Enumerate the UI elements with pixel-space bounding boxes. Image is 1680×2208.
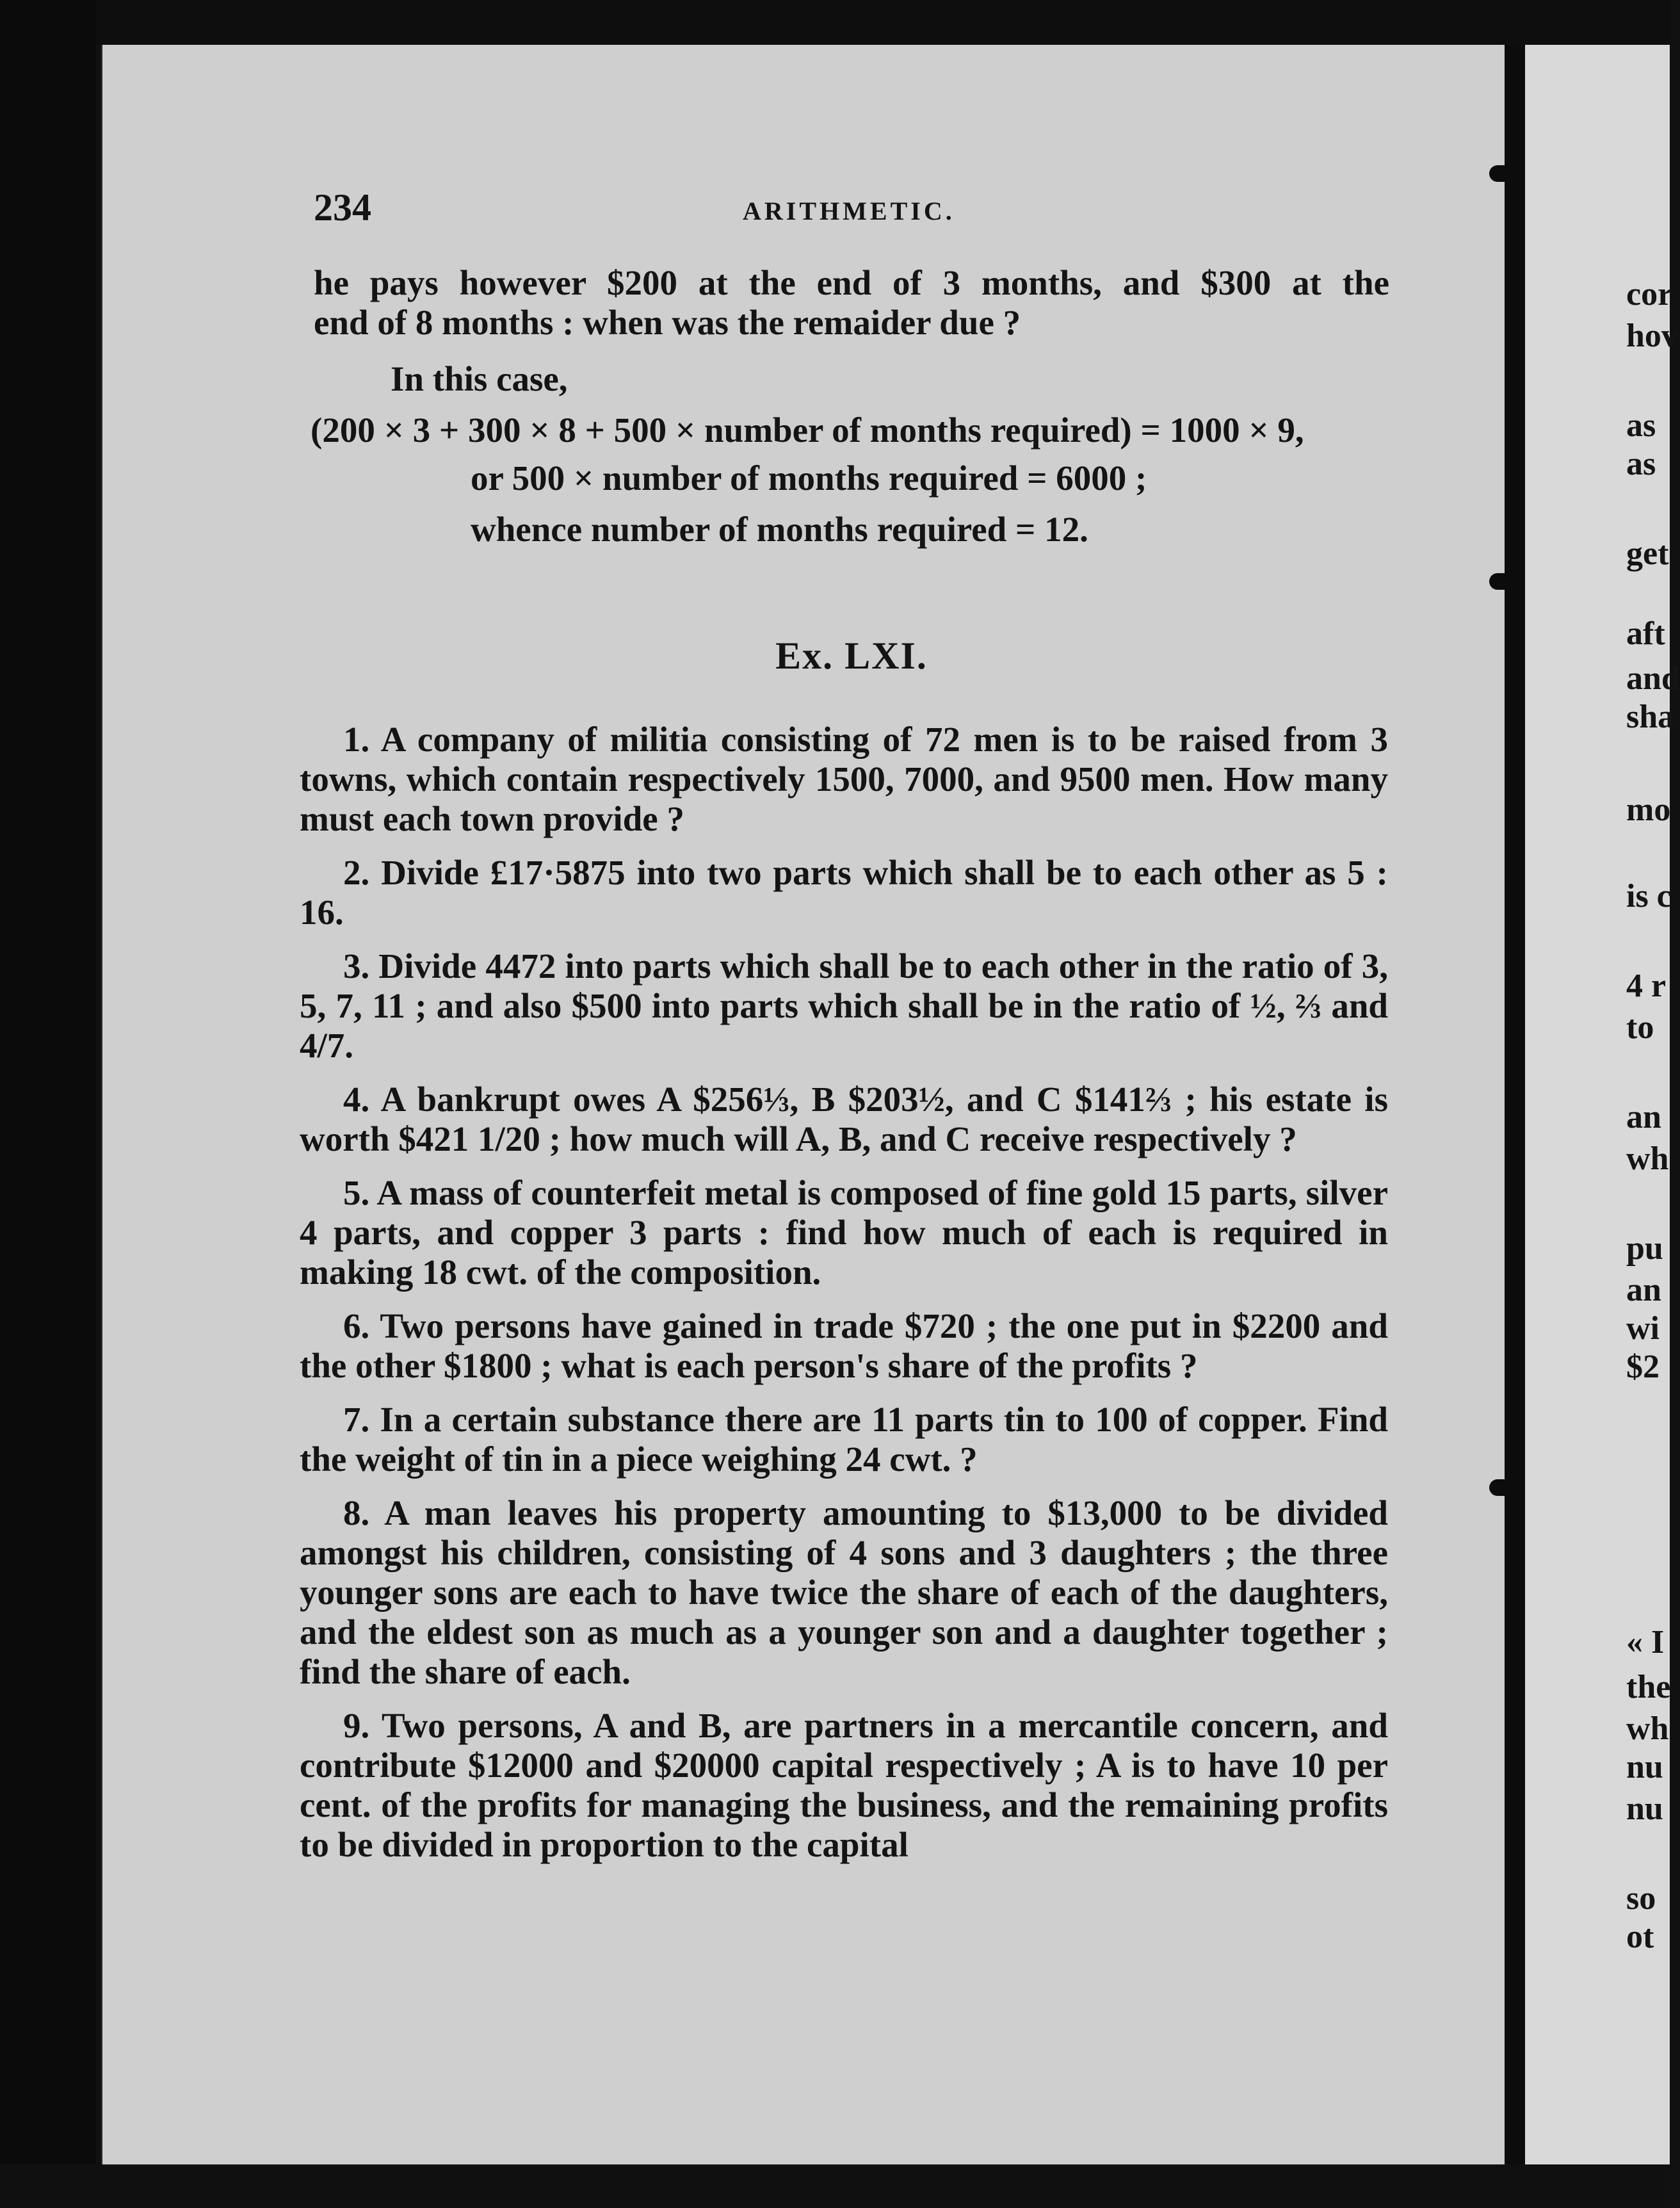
section-title-text: Ex. LXI. bbox=[775, 635, 928, 677]
running-head: ARITHMETIC. bbox=[743, 197, 955, 225]
fragment: $2 bbox=[1626, 1349, 1660, 1385]
fragment: ot bbox=[1626, 1919, 1654, 1955]
fragment: wh bbox=[1626, 1141, 1669, 1177]
exercise-item: 1. A company of militia consisting of 72 men is to be raised from 3 towns, which contain respectively 1500, 7000, and 9500 men. How many must each town provide ? bbox=[300, 720, 1388, 838]
fragment: an bbox=[1626, 1272, 1661, 1308]
fragment: to bbox=[1626, 1009, 1654, 1046]
equation-line: whence number of months required = 12. bbox=[471, 510, 1088, 549]
fragment: sha bbox=[1626, 699, 1675, 735]
scan-border-left bbox=[0, 0, 96, 2208]
fragment: so bbox=[1626, 1880, 1656, 1917]
fragment: nu bbox=[1626, 1790, 1663, 1827]
fragment: the bbox=[1626, 1669, 1671, 1705]
fragment: as bbox=[1626, 446, 1656, 482]
fragment: pu bbox=[1626, 1230, 1663, 1267]
fragment: 4 r bbox=[1626, 968, 1667, 1004]
fragment: cor bbox=[1626, 276, 1673, 313]
fragment: « I bbox=[1626, 1624, 1665, 1660]
exercise-section-title bbox=[314, 634, 1389, 678]
fragment: wh bbox=[1626, 1710, 1669, 1747]
page-number: 234 bbox=[314, 186, 371, 229]
fragment: wi bbox=[1626, 1310, 1660, 1347]
exercise-item: 3. Divide 4472 into parts which shall be to each other in the ratio of 3, 5, 7, 11 ; and also $500 into parts which shall be in the ratio of ½, ⅔ and 4/7. bbox=[300, 946, 1388, 1065]
exercise-item: 5. A mass of counterfeit metal is composed of fine gold 15 parts, silver 4 parts, and copper 3 parts : find how much of each is required in making 18 cwt. of the composition. bbox=[300, 1173, 1388, 1292]
fragment: hov bbox=[1626, 318, 1678, 354]
intro-line: end of 8 months : when was the remaider due ? bbox=[314, 303, 1021, 342]
exercise-item: 6. Two persons have gained in trade $720 ; the one put in $2200 and the other $1800 ; what is each person's share of the profits ? bbox=[300, 1306, 1388, 1385]
fragment: is c bbox=[1626, 878, 1672, 914]
exercise-item: 8. A man leaves his property amounting to $13,000 to be divided amongst his children, consisting of 4 sons and 3 daughters ; the three younger sons are each to have twice the share of each of the daughters, and the eldest son as much as a younger son and a daughter together ; find the share of each. bbox=[300, 1493, 1388, 1691]
fragment: get bbox=[1626, 535, 1669, 572]
exercise-item: 7. In a certain substance there are 11 parts tin to 100 of copper. Find the weight of tin in a piece weighing 24 cwt. ? bbox=[300, 1400, 1388, 1479]
fragment: nu bbox=[1626, 1749, 1663, 1785]
intro-line: In this case, bbox=[391, 359, 568, 398]
fragment: and bbox=[1626, 660, 1680, 697]
exercise-item: 9. Two persons, A and B, are partners in a mercantile concern, and contribute $12000 and $20000 capital respectively ; A is to have 10 per cent. of the profits for managing the business, and the remaining profits to be divided in proportion to the capital bbox=[300, 1706, 1388, 1864]
fragment: as bbox=[1626, 407, 1656, 444]
fragment: an bbox=[1626, 1099, 1661, 1135]
equation-line: or 500 × number of months required = 6000 ; bbox=[471, 459, 1147, 498]
intro-line: he pays however $200 at the end of 3 months, and $300 at the bbox=[314, 263, 1389, 302]
book-gutter bbox=[1505, 45, 1525, 2164]
equation-line: (200 × 3 + 300 × 8 + 500 × number of months required) = 1000 × 9, bbox=[311, 410, 1304, 450]
exercise-list bbox=[300, 720, 1388, 1879]
fragment: aft bbox=[1626, 615, 1665, 652]
exercise-item: 4. A bankrupt owes A $256⅓, B $203½, and C $141⅔ ; his estate is worth $421 1/20 ; how much will A, B, and C receive respectively ? bbox=[300, 1080, 1388, 1158]
exercise-item: 2. Divide £17·5875 into two parts which shall be to each other as 5 : 16. bbox=[300, 853, 1388, 932]
scan-border-bottom bbox=[0, 2164, 1670, 2208]
fragment: mo bbox=[1626, 791, 1671, 828]
